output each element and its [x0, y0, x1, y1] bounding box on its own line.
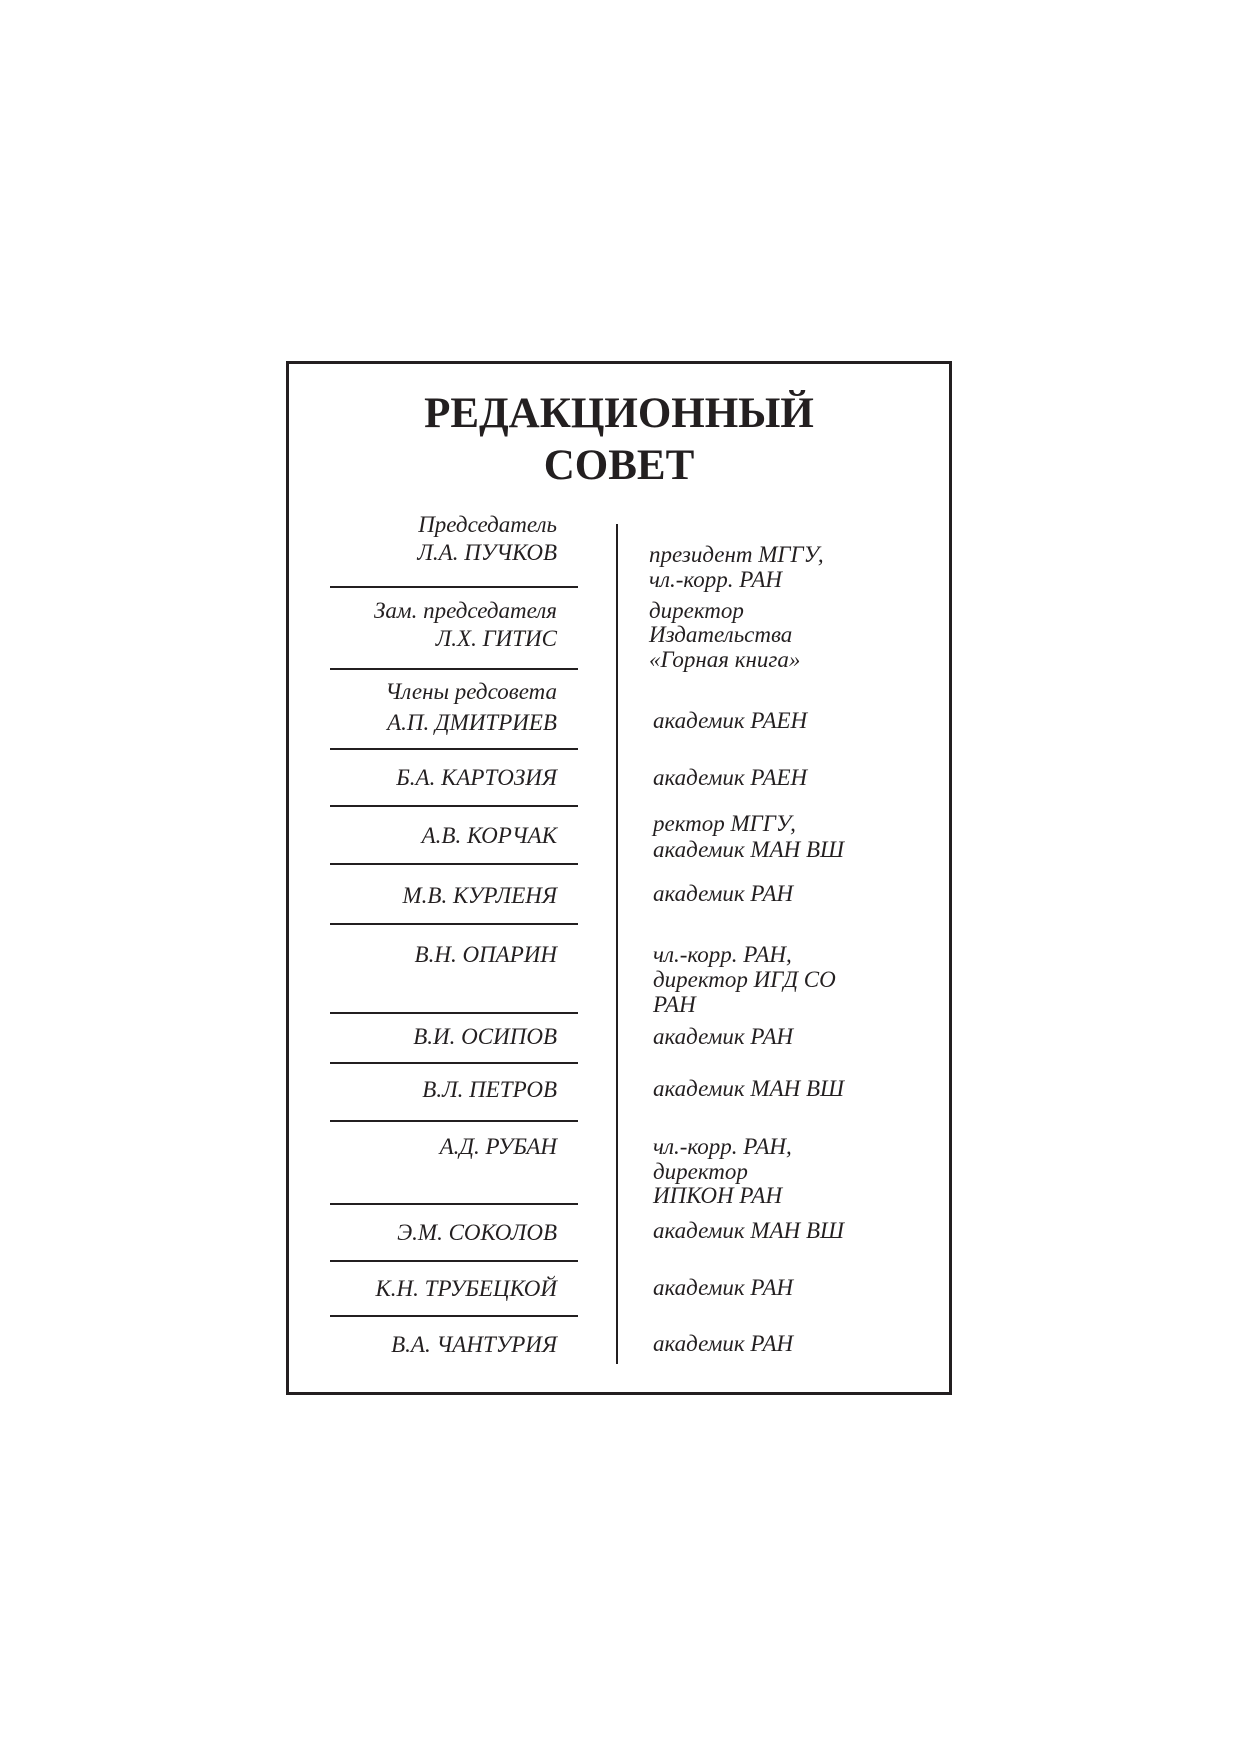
chairman-name: Л.А. ПУЧКОВ — [417, 540, 557, 565]
member-title-line: чл.-корр. РАН, — [653, 1134, 792, 1159]
chairman-role: Председатель — [418, 512, 557, 537]
members-heading: Члены редсовета — [385, 679, 557, 704]
editorial-board-frame — [286, 361, 952, 1395]
row-divider — [330, 1260, 578, 1262]
chairman-title-line: чл.-корр. РАН — [649, 567, 782, 592]
member-name: А.Д. РУБАН — [439, 1134, 557, 1159]
member-title-line: ректор МГГУ, — [653, 811, 796, 836]
member-title-line: академик РАН — [653, 1331, 794, 1356]
member-name: Э.М. СОКОЛОВ — [397, 1220, 557, 1245]
member-title-line: академик РАН — [653, 881, 794, 906]
deputy-title-line: Издательства — [649, 622, 793, 647]
member-name: М.В. КУРЛЕНЯ — [402, 883, 557, 908]
row-divider — [330, 863, 578, 865]
row-divider — [330, 805, 578, 807]
row-divider — [330, 1120, 578, 1122]
deputy-title-line: «Горная книга» — [649, 647, 801, 672]
member-name: В.И. ОСИПОВ — [413, 1024, 557, 1049]
deputy-name: Л.Х. ГИТИС — [435, 626, 557, 651]
page-title-line-2: СОВЕТ — [543, 442, 695, 489]
deputy-role: Зам. председателя — [374, 598, 557, 623]
row-divider — [330, 586, 578, 588]
member-name: А.П. ДМИТРИЕВ — [387, 710, 557, 735]
member-name: В.Л. ПЕТРОВ — [422, 1077, 557, 1102]
row-divider — [330, 1315, 578, 1317]
member-title-line: ИПКОН РАН — [653, 1183, 783, 1208]
row-divider — [330, 1062, 578, 1064]
deputy-title-line: директор — [649, 598, 744, 623]
member-title-line: РАН — [653, 992, 696, 1017]
row-divider — [330, 923, 578, 925]
member-title-line: академик РАН — [653, 1024, 794, 1049]
member-name: В.А. ЧАНТУРИЯ — [391, 1332, 557, 1357]
member-title-line: чл.-корр. РАН, — [653, 942, 792, 967]
member-title-line: академик МАН ВШ — [653, 1218, 845, 1243]
row-divider — [330, 748, 578, 750]
chairman-title-line: президент МГГУ, — [649, 542, 824, 567]
row-divider — [330, 668, 578, 670]
row-divider — [330, 1012, 578, 1014]
page-title-line-1: РЕДАКЦИОННЫЙ — [424, 390, 814, 437]
member-title-line: академик МАН ВШ — [653, 837, 845, 862]
member-name: К.Н. ТРУБЕЦКОЙ — [375, 1276, 557, 1301]
member-name: А.В. КОРЧАК — [421, 823, 557, 848]
member-title-line: академик РАН — [653, 1275, 794, 1300]
member-name: Б.А. КАРТОЗИЯ — [396, 765, 557, 790]
member-title-line: директор — [653, 1159, 748, 1184]
member-title-line: академик РАЕН — [653, 708, 808, 733]
column-divider — [616, 524, 618, 1364]
member-title-line: академик МАН ВШ — [653, 1076, 845, 1101]
member-name: В.Н. ОПАРИН — [414, 942, 557, 967]
row-divider — [330, 1203, 578, 1205]
member-title-line: директор ИГД СО — [653, 967, 836, 992]
member-title-line: академик РАЕН — [653, 765, 808, 790]
